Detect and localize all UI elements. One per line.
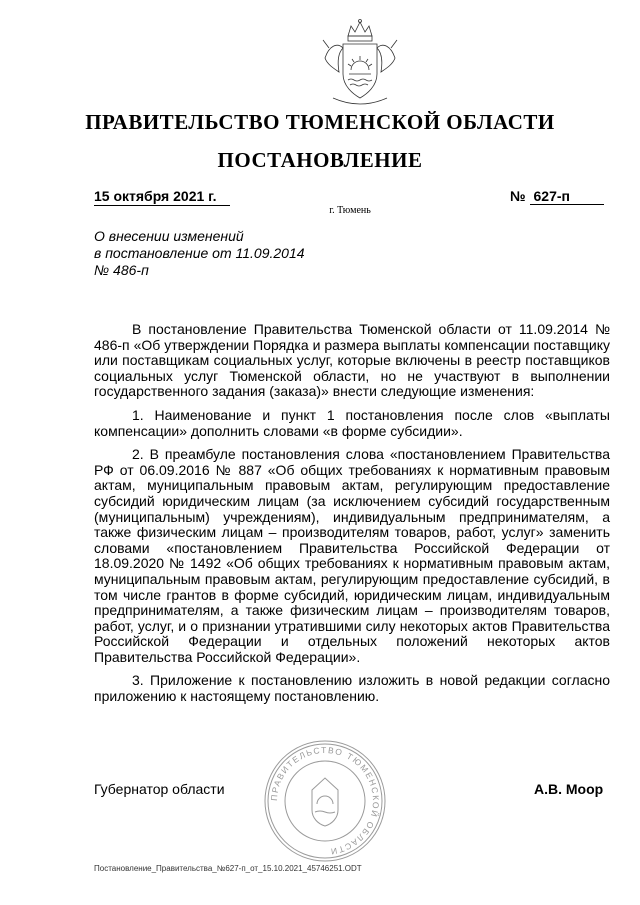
signatory-role: Губернатор области: [94, 781, 225, 797]
document-number: [510, 188, 606, 205]
official-seal-icon: [262, 738, 388, 864]
seal-text: ПРАВИТЕЛЬСТВО ТЮМЕНСКОЙ ОБЛАСТИ: [268, 744, 382, 857]
signatory-name: А.В. Моор: [534, 781, 604, 797]
city-label: г. Тюмень: [329, 205, 371, 216]
document-type-title: ПОСТАНОВЛЕНИЕ: [217, 148, 423, 172]
body-paragraph: 2. В преамбуле постановления слова «постановлением Правительства РФ от 06.09.2016 № 887 «Об общих требованиях к нормативным правовым актам, муниципальным правовым актам, регулирующим предоставление субсидий юридическим лицам (за исключением субсидий государственным (муниципальным) учреждениям), индивидуальным предпринимателям, а также физическим лицам – производителям товаров, работ, услуг» заменить словами «постановлением Правительства Российской Федерации от 18.09.2020 № 1492 «Об общих требованиях к нормативным правовым актам, муниципальным правовым актам, регулирующим предоставление субсидий, в том числе грантов в форме субсидий, юридическим лицам, индивидуальным предпринимателям, а также физическим лицам – производителям товаров, работ, услуг, и о признании утратившими силу некоторых актов Правительства Российской Федерации и отдельных положений некоторых актов Правительства Российской Федерации».: [94, 446, 610, 665]
footer-file-name: Постановление_Правительства_№627-п_от_15.10.2021_45746251.ODT: [94, 864, 362, 873]
body-paragraph: В постановление Правительства Тюменской области от 11.09.2014 № 486-п «Об утверждении Порядка и размера выплаты компенсации поставщику или поставщикам социальных услуг, которые включены в реестр поставщиков социальных услуг Тюменской области, но не участвуют в выполнении государственного задания (заказа)» внести следующие изменения:: [94, 321, 610, 400]
body-paragraph: 3. Приложение к постановлению изложить в новой редакции согласно приложению к настоящему постановлению.: [94, 672, 610, 705]
body-paragraph: 1. Наименование и пункт 1 постановления после слов «выплаты компенсации» дополнить словами «в форме субсидии».: [94, 406, 610, 439]
subject-line: № 486-п: [94, 262, 149, 278]
subject-line: в постановление от 11.09.2014: [94, 245, 305, 261]
document-date: 15 октября 2021 г.: [94, 188, 230, 206]
subject-line: О внесении изменений: [94, 228, 244, 244]
government-title: ПРАВИТЕЛЬСТВО ТЮМЕНСКОЙ ОБЛАСТИ: [85, 110, 555, 134]
document-subject: [94, 228, 354, 279]
document-number-label: №: [510, 188, 526, 204]
document-number-value: 627-п: [530, 188, 604, 205]
document-body: [94, 322, 610, 713]
svg-text:ПРАВИТЕЛЬСТВО ТЮМЕНСКОЙ ОБЛАСТ: [269, 745, 381, 857]
coat-of-arms-icon: [315, 18, 405, 110]
